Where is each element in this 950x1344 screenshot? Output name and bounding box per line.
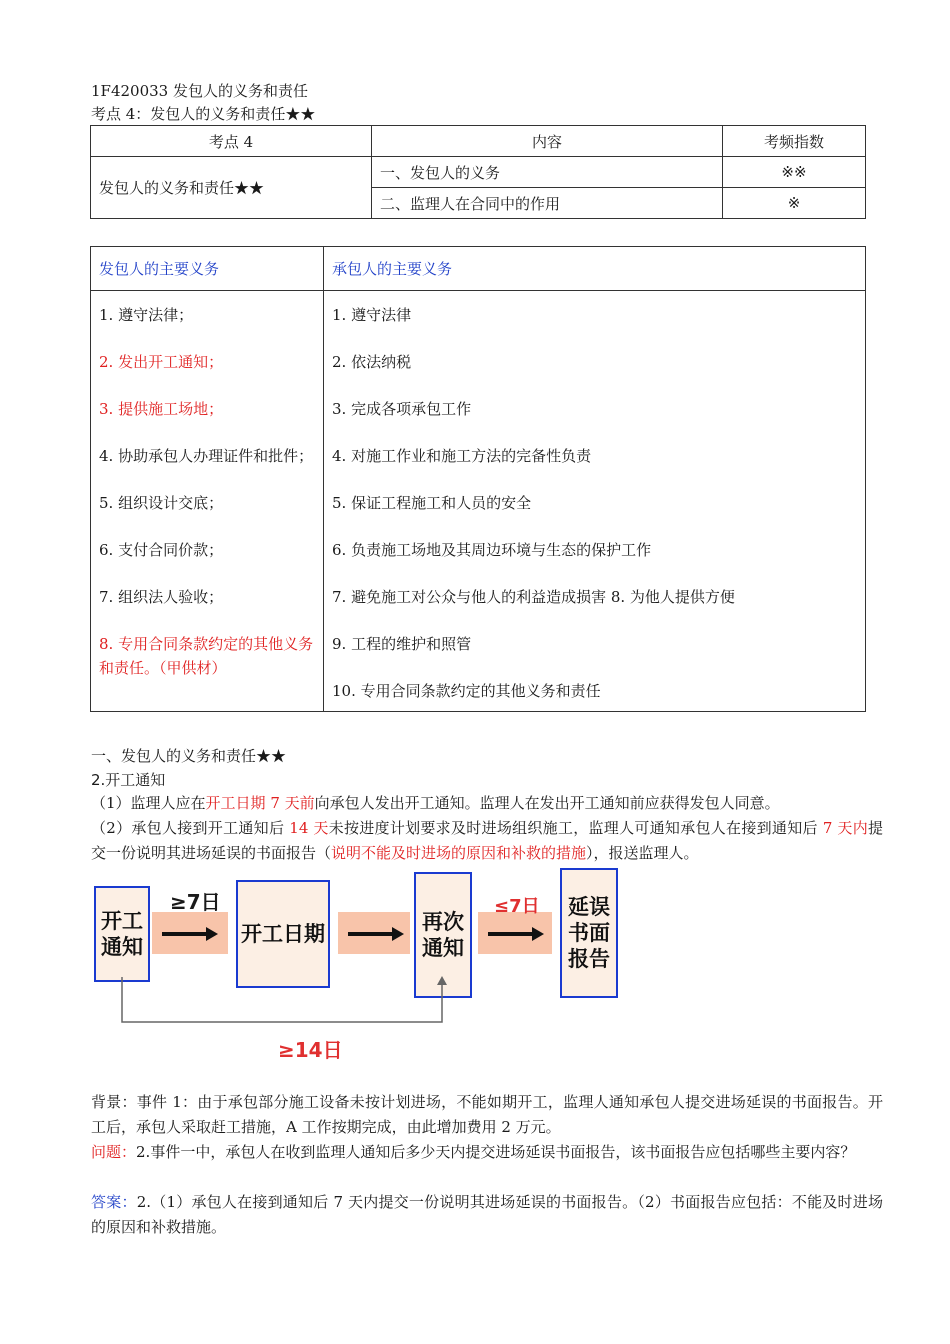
contractor-duty-item: 3. 完成各项承包工作 <box>332 400 472 418</box>
freq-cell: ※※ <box>723 157 866 188</box>
section-subtitle: 2.开工通知 <box>91 771 166 789</box>
contractor-duty-list <box>324 291 866 712</box>
paragraph-2: （2）承包人接到开工通知后 14 天未按进度计划要求及时进场组织施工，监理人可通知承包人在接到通知后 7 天内提交一份说明其进场延误的书面报告（说明不能及时进场的原因和补救的措施），报送监理人。 <box>91 819 883 862</box>
duty-table <box>90 246 866 712</box>
employer-duty-item: 5. 组织设计交底； <box>99 494 224 512</box>
renotice-box: 再次 通知 <box>414 872 472 998</box>
label-le-7-days: ≤7日 <box>494 896 540 917</box>
label-ge-14-days: ≥14日 <box>278 1038 343 1062</box>
freq-cell: ※ <box>723 188 866 219</box>
connector-line <box>110 975 460 1030</box>
employer-duty-item: 8. 专用合同条款约定的其他义务和责任。（甲供材） <box>99 635 314 677</box>
header-cell: 内容 <box>372 126 723 157</box>
employer-duty-item: 3. 提供施工场地； <box>99 400 224 418</box>
contractor-duty-item: 5. 保证工程施工和人员的安全 <box>332 494 532 512</box>
summary-table <box>90 125 866 219</box>
content-cell: 二、监理人在合同中的作用 <box>372 188 723 219</box>
label-ge-7-days: ≥7日 <box>170 890 221 914</box>
contractor-duty-item: 1. 遵守法律 <box>332 306 412 324</box>
paragraph-1: （1）监理人应在开工日期 7 天前向承包人发出开工通知。监理人在发出开工通知前应获得发包人同意。 <box>91 794 780 812</box>
contractor-duty-item: 7. 避免施工对公众与他人的利益造成损害 8. 为他人提供方便 <box>332 588 735 606</box>
employer-duty-item: 4. 协助承包人办理证件和批件； <box>99 447 314 465</box>
arrow-right-icon <box>160 924 220 944</box>
arrow-right-icon <box>346 924 406 944</box>
start-notice-box: 开工 通知 <box>94 886 150 982</box>
employer-duty-item: 1. 遵守法律； <box>99 306 194 324</box>
contractor-duty-item: 4. 对施工作业和施工方法的完备性负责 <box>332 447 592 465</box>
contractor-duty-header: 承包人的主要义务 <box>324 247 866 291</box>
employer-duty-list <box>91 291 324 712</box>
employer-duty-item: 2. 发出开工通知； <box>99 353 224 371</box>
contractor-duty-item: 9. 工程的维护和照管 <box>332 635 472 653</box>
header-cell: 考频指数 <box>723 126 866 157</box>
point-title: 考点 4：发包人的义务和责任★★ <box>91 105 316 123</box>
content-cell: 一、发包人的义务 <box>372 157 723 188</box>
arrow-right-icon <box>486 924 546 944</box>
contractor-duty-item: 10. 专用合同条款约定的其他义务和责任 <box>332 682 601 700</box>
case-question: 问题：2.事件一中，承包人在收到监理人通知后多少天内提交进场延误书面报告，该书面报告应包括哪些主要内容？ <box>91 1143 856 1161</box>
employer-duty-item: 7. 组织法人验收； <box>99 588 224 606</box>
delay-report-box: 延误 书面 报告 <box>560 868 618 998</box>
start-date-box: 开工日期 <box>236 880 330 988</box>
topic-cell: 发包人的义务和责任★★ <box>91 157 372 219</box>
doc-code-title: 1F420033 发包人的义务和责任 <box>91 82 308 100</box>
contractor-duty-item: 2. 依法纳税 <box>332 353 412 371</box>
header-cell: 考点 4 <box>91 126 372 157</box>
employer-duty-item: 6. 支付合同价款； <box>99 541 224 559</box>
employer-duty-header: 发包人的主要义务 <box>91 247 324 291</box>
section-title: 一、发包人的义务和责任★★ <box>91 747 287 765</box>
case-answer: 答案：2.（1）承包人在接到通知后 7 天内提交一份说明其进场延误的书面报告。（2）书面报告应包括：不能及时进场的原因和补救措施。 <box>91 1193 883 1236</box>
case-background: 背景：事件 1：由于承包部分施工设备未按计划进场，不能如期开工，监理人通知承包人提交进场延误的书面报告。开工后，承包人采取赶工措施，A 工作按期完成，由此增加费用 2 万元。 <box>91 1093 883 1136</box>
contractor-duty-item: 6. 负责施工场地及其周边环境与生态的保护工作 <box>332 541 652 559</box>
